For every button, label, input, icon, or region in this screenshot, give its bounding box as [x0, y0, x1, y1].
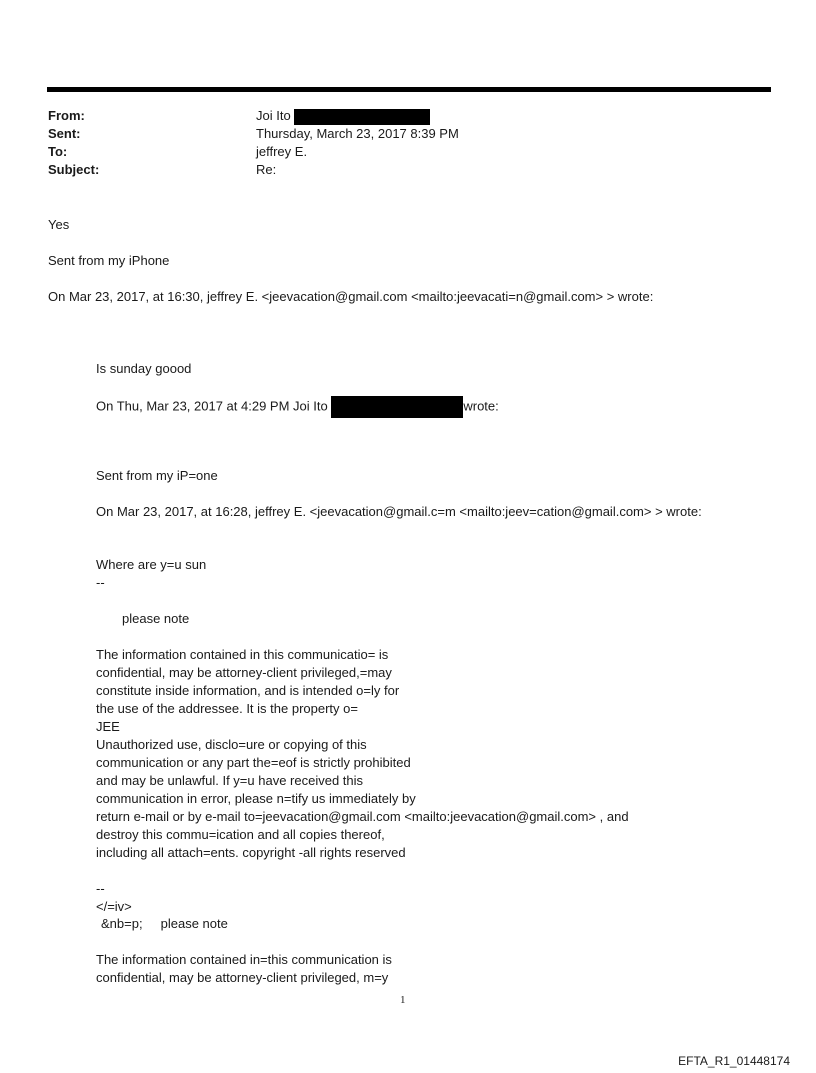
reply-text: Yes — [48, 217, 70, 232]
subject-label: Subject: — [48, 162, 100, 177]
quote2-attribution — [96, 396, 499, 418]
disclaimer1-line: The information contained in this communicatio= is — [96, 647, 389, 662]
note-2: &nb=p; please note — [101, 916, 228, 931]
quote2-attrib-prefix: On Thu, Mar 23, 2017 at 4:29 PM Joi Ito — [96, 398, 328, 414]
sent-label: Sent: — [48, 126, 81, 141]
note-1: please note — [122, 611, 190, 626]
disclaimer1-line: JEE — [96, 719, 120, 734]
quote2-signature: Sent from my iP=one — [96, 468, 218, 483]
document-id: EFTA_R1_01448174 — [678, 1054, 790, 1068]
disclaimer1-line: communication or any part the=eof is strictly prohibited — [96, 755, 411, 770]
from-name: Joi Ito — [256, 108, 291, 123]
disclaimer1-line: communication in error, please n=tify us immediately by — [96, 791, 416, 806]
disclaimer1-line: return e-mail or by e-mail to=jeevacation@gmail.com <mailto:jeevacation@gmail.com> , and — [96, 809, 629, 824]
disclaimer1-line: constitute inside information, and is intended o=ly for — [96, 683, 400, 698]
header-divider — [47, 87, 771, 92]
signature: Sent from my iPhone — [48, 253, 170, 268]
disclaimer1-line: destroy this commu=ication and all copies thereof, — [96, 827, 385, 842]
quote3-text: Where are y=u sun — [96, 557, 207, 572]
subject-value: Re: — [256, 162, 277, 177]
to-label: To: — [48, 144, 68, 159]
dashes-2: -- — [96, 881, 105, 896]
quote3-attribution: On Mar 23, 2017, at 16:28, jeffrey E. <jeevacation@gmail.c=m <mailto:jeev=cation@gmail.com> > wrote: — [96, 504, 702, 519]
sent-value: Thursday, March 23, 2017 8:39 PM — [256, 126, 459, 141]
quote1-attribution: On Mar 23, 2017, at 16:30, jeffrey E. <jeevacation@gmail.com <mailto:jeevacati=n@gmail.com> > wrote: — [48, 289, 654, 304]
disclaimer1-line: Unauthorized use, disclo=ure or copying of this — [96, 737, 367, 752]
to-value: jeffrey E. — [256, 144, 308, 159]
disclaimer2-line: The information contained in=this communication is — [96, 952, 392, 967]
disclaimer2-line: confidential, may be attorney-client privileged, m=y — [96, 970, 389, 985]
redaction-box — [331, 396, 463, 418]
disclaimer1-line: including all attach=ents. copyright -all rights reserved — [96, 845, 406, 860]
div-tag-text: </=iv> — [96, 899, 132, 914]
from-label: From: — [48, 108, 85, 123]
disclaimer1-line: and may be unlawful. If y=u have received this — [96, 773, 364, 788]
from-value — [256, 107, 430, 125]
dashes-1: -- — [96, 575, 105, 590]
disclaimer1-line: the use of the addressee. It is the property o= — [96, 701, 358, 716]
quote2-attrib-suffix: wrote: — [463, 398, 499, 414]
page-number: 1 — [400, 994, 406, 1006]
redaction-box — [294, 109, 430, 125]
quote1-text: Is sunday goood — [96, 361, 192, 376]
disclaimer1-line: confidential, may be attorney-client privileged,=may — [96, 665, 392, 680]
